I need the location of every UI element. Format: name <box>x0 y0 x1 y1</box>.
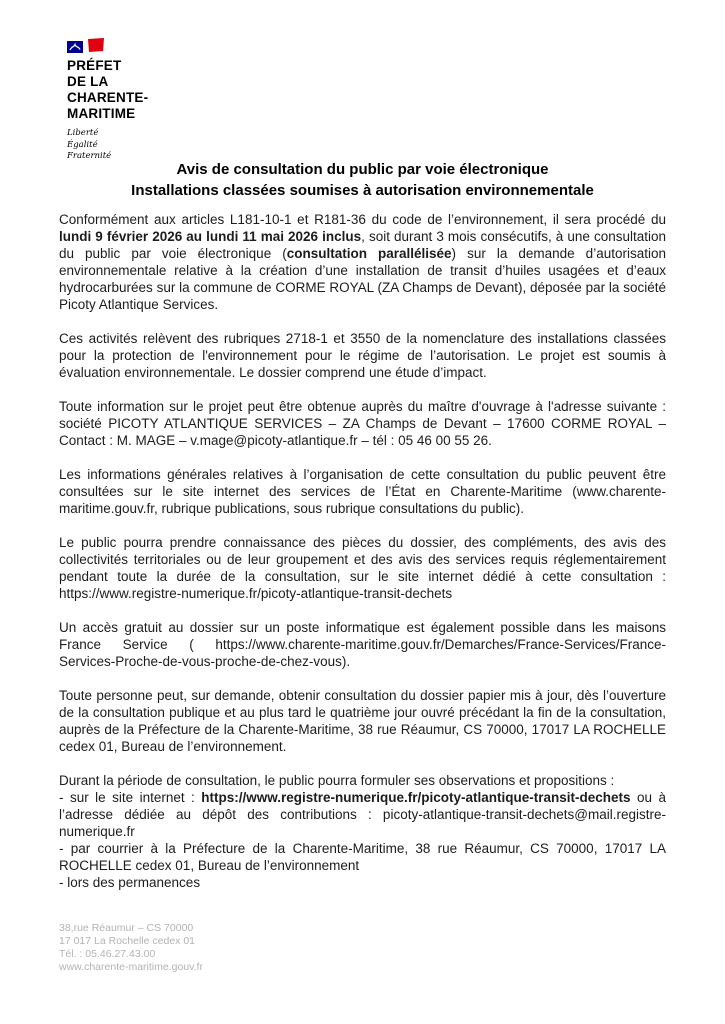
text-run: Le public pourra prendre connaissance des pièces du dossier, des compléments, des avis des collectivités territoriales ou de leur groupement et des avis des services requis réglementairement pendant toute la durée de la consultation, sur le site internet dédié à cette consultation : https://www.registre-numerique.fr/picoty-atlantique-transit-dechets <box>59 535 666 601</box>
motto-fraternite: Fraternité <box>67 151 112 161</box>
republic-motto <box>67 128 148 163</box>
list-item-site-internet <box>59 789 666 840</box>
prefet-logo <box>67 37 148 163</box>
paragraph-informations-generales <box>59 466 666 517</box>
motto-egalite: Égalité <box>67 139 98 150</box>
document-title-line2: Installations classées soumises à autorisation environnementale <box>131 182 594 199</box>
bold-text-run: https://www.registre-numerique.fr/picoty-atlantique-transit-dechets <box>201 790 631 805</box>
text-run: - lors des permanences <box>59 875 201 890</box>
footer-phone: Tél. : 05.46.27.43.00 <box>59 948 156 960</box>
logo-line-prefet: PRÉFET <box>67 58 122 73</box>
footer-website: www.charente-maritime.gouv.fr <box>59 961 203 973</box>
text-run: Un accès gratuit au dossier sur un poste informatique est également possible dans les maisons France Service ( https://www.charente-maritime.gouv.fr/Demarches/France-Services/France-Services-Proche-de-vous-proche-de-chez-vous). <box>59 620 666 669</box>
paragraph-acces-gratuit <box>59 619 666 670</box>
text-run: - sur le site internet : <box>59 790 202 805</box>
text-run: Toute personne peut, sur demande, obtenir consultation du dossier papier mis à jour, dès l’ouverture de la consultation publique et au plus tard le quatrième jour ouvré précédant la fin de la consultation, auprès de la Préfecture de la Charente-Maritime, 38 rue Réaumur, CS 70000, 17017 LA ROCHELLE cedex 01, Bureau de l’environnement. <box>59 688 666 754</box>
document-title <box>0 159 725 201</box>
footer-address <box>59 922 203 974</box>
text-run: ou à l’adresse dédiée au dépôt des contributions : picoty-atlantique-transit-dechets@mail.registre-numerique.fr <box>59 790 666 839</box>
bold-text-run: lundi 9 février 2026 au lundi 11 mai 2026 inclus <box>59 229 362 244</box>
motto-liberte: Liberté <box>67 128 99 138</box>
text-run: Conformément aux articles L181-10-1 et R181-36 du code de l’environnement, il sera procédé du <box>59 212 666 227</box>
paragraph-dossier-papier <box>59 687 666 755</box>
logo-line-charente: CHARENTE- <box>67 90 149 105</box>
footer-city: 17 017 La Rochelle cedex 01 <box>59 935 196 947</box>
text-run: Ces activités relèvent des rubriques 2718-1 et 3550 de la nomenclature des installations classées pour la protection de l'environnement pour le régime de l’autorisation. Le projet est soumis à évaluation environnementale. Le dossier comprend une étude d’impact. <box>59 331 666 380</box>
text-run: Durant la période de consultation, le public pourra formuler ses observations et propositions : <box>59 773 615 788</box>
bold-text-run: consultation parallélisée <box>286 246 452 261</box>
paragraph-observations-intro <box>59 772 666 789</box>
text-run: Les informations générales relatives à l’organisation de cette consultation du public peuvent être consultées sur le site internet des services de l’État en Charente-Maritime (www.charente-maritime.gouv.fr, rubrique publications, sous rubrique consultations du public). <box>59 467 666 516</box>
footer-street: 38,rue Réaumur – CS 70000 <box>59 922 194 934</box>
paragraph-rubriques <box>59 330 666 381</box>
text-run: , soit durant 3 mois consécutifs, à une consultation du public par voie électronique ( <box>59 229 667 261</box>
paragraph-consultation-dates <box>59 211 666 313</box>
list-item-permanences <box>59 874 666 891</box>
paragraph-maitre-ouvrage <box>59 398 666 449</box>
logo-line-maritime: MARITIME <box>67 106 136 121</box>
text-run: ) sur la demande d’autorisation environnementale relative à la création d’une installation de transit d’huiles usagées et d’eaux hydrocarburées sur la commune de CORME ROYAL (ZA Champs de Devant), déposée par la société Picoty Atlantique Services. <box>59 246 666 312</box>
logo-line-de-la: DE LA <box>67 74 109 89</box>
text-run: Toute information sur le projet peut être obtenue auprès du maître d'ouvrage à l'adresse suivante : société PICOTY ATLANTIQUE SERVICES – ZA Champs de Devant – 17600 CORME ROYAL – Contact : M. MAGE – v.mage@picoty-atlantique.fr – tél : 05 46 00 55 26. <box>59 399 666 448</box>
text-run: - par courrier à la Préfecture de la Charente-Maritime, 38 rue Réaumur, CS 70000, 17017 LA ROCHELLE cedex 01, Bureau de l’environnement <box>59 841 666 873</box>
french-flag-icon <box>67 37 107 55</box>
paragraph-pieces-dossier <box>59 534 666 602</box>
prefet-logo-text <box>67 58 148 122</box>
document-body <box>59 211 666 891</box>
list-item-courrier <box>59 840 666 874</box>
document-title-line1: Avis de consultation du public par voie électronique <box>176 161 549 178</box>
